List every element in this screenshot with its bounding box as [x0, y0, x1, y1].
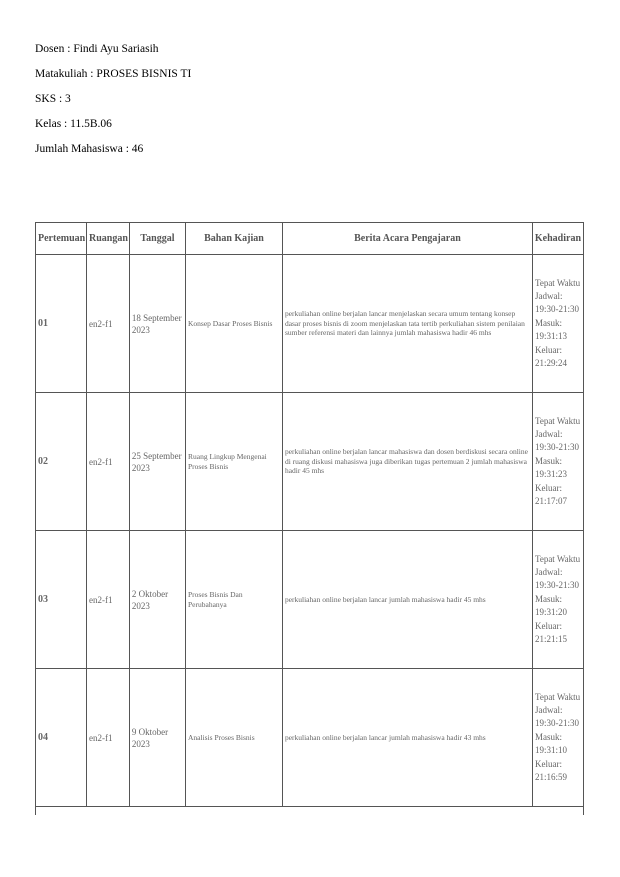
attendance-schedule: Jadwal: 19:30-21:30: [534, 704, 579, 729]
attendance-in: Masuk: 19:31:10: [534, 731, 567, 756]
attendance-out: Keluar: 21:17:07: [534, 482, 567, 507]
cell-bahan-kajian: Konsep Dasar Proses Bisnis: [186, 255, 283, 393]
cell-pertemuan: 02: [36, 393, 87, 531]
cell-kehadiran: [532, 531, 583, 669]
attendance-table: [35, 222, 584, 807]
lecturer-name: Dosen : Findi Ayu Sariasih: [35, 43, 159, 55]
cell-ruangan: en2-f1: [87, 669, 130, 807]
attendance-out: Keluar: 21:21:15: [534, 620, 567, 645]
header-pertemuan: Pertemuan: [36, 223, 87, 255]
header-bahan-kajian: Bahan Kajian: [186, 223, 283, 255]
cell-tanggal: 18 September 2023: [129, 255, 185, 393]
cell-ruangan: en2-f1: [87, 255, 130, 393]
table-row: [36, 255, 584, 393]
attendance-out: Keluar: 21:29:24: [534, 344, 567, 369]
cell-berita-acara: perkuliahan online berjalan lancar menjelaskan secara umum tentang konsep dasar proses bisnis di zoom menjelaskan tata tertib perkuliahan sistem penilaian sumber referensi materi dan lainnya jumlah mahasiswa hadir 46 mhs: [282, 255, 532, 393]
credits: SKS : 3: [35, 93, 71, 105]
header-kehadiran: Kehadiran: [532, 223, 583, 255]
cell-bahan-kajian: Ruang Lingkup Mengenai Proses Bisnis: [186, 393, 283, 531]
cell-pertemuan: 04: [36, 669, 87, 807]
cell-berita-acara: perkuliahan online berjalan lancar jumlah mahasiswa hadir 43 mhs: [282, 669, 532, 807]
attendance-out: Keluar: 21:16:59: [534, 758, 567, 783]
attendance-status: Tepat Waktu: [534, 691, 581, 702]
cell-kehadiran: [532, 393, 583, 531]
class-code: Kelas : 11.5B.06: [35, 118, 112, 130]
course-name: Matakuliah : PROSES BISNIS TI: [35, 68, 192, 80]
continuation-left-border: [35, 803, 36, 815]
cell-tanggal: 9 Oktober 2023: [129, 669, 185, 807]
cell-kehadiran: [532, 669, 583, 807]
table-row: [36, 669, 584, 807]
attendance-status: Tepat Waktu: [534, 415, 581, 426]
student-count: Jumlah Mahasiswa : 46: [35, 143, 144, 155]
cell-ruangan: en2-f1: [87, 393, 130, 531]
continuation-right-border: [583, 803, 584, 815]
attendance-schedule: Jadwal: 19:30-21:30: [534, 566, 579, 591]
header-ruangan: Ruangan: [87, 223, 130, 255]
cell-bahan-kajian: Proses Bisnis Dan Perubahanya: [186, 531, 283, 669]
course-info: [35, 42, 435, 167]
cell-pertemuan: 03: [36, 531, 87, 669]
cell-pertemuan: 01: [36, 255, 87, 393]
cell-tanggal: 25 September 2023: [129, 393, 185, 531]
attendance-schedule: Jadwal: 19:30-21:30: [534, 290, 579, 315]
cell-berita-acara: perkuliahan online berjalan lancar jumlah mahasiswa hadir 45 mhs: [282, 531, 532, 669]
cell-bahan-kajian: Analisis Proses Bisnis: [186, 669, 283, 807]
cell-berita-acara: perkuliahan online berjalan lancar mahasiswa dan dosen berdiskusi secara online di ruang diskusi mahasiswa juga diberikan tugas pertemuan 2 jumlah mahasiswa hadir 45 mhs: [282, 393, 532, 531]
cell-tanggal: 2 Oktober 2023: [129, 531, 185, 669]
header-berita-acara: Berita Acara Pengajaran: [282, 223, 532, 255]
attendance-in: Masuk: 19:31:20: [534, 593, 567, 618]
attendance-in: Masuk: 19:31:13: [534, 317, 567, 342]
attendance-in: Masuk: 19:31:23: [534, 455, 567, 480]
table-header-row: [36, 223, 584, 255]
attendance-schedule: Jadwal: 19:30-21:30: [534, 428, 579, 453]
table-row: [36, 393, 584, 531]
attendance-status: Tepat Waktu: [534, 553, 581, 564]
attendance-status: Tepat Waktu: [534, 277, 581, 288]
cell-kehadiran: [532, 255, 583, 393]
header-tanggal: Tanggal: [129, 223, 185, 255]
table-continuation: [35, 803, 584, 815]
cell-ruangan: en2-f1: [87, 531, 130, 669]
table-row: [36, 531, 584, 669]
